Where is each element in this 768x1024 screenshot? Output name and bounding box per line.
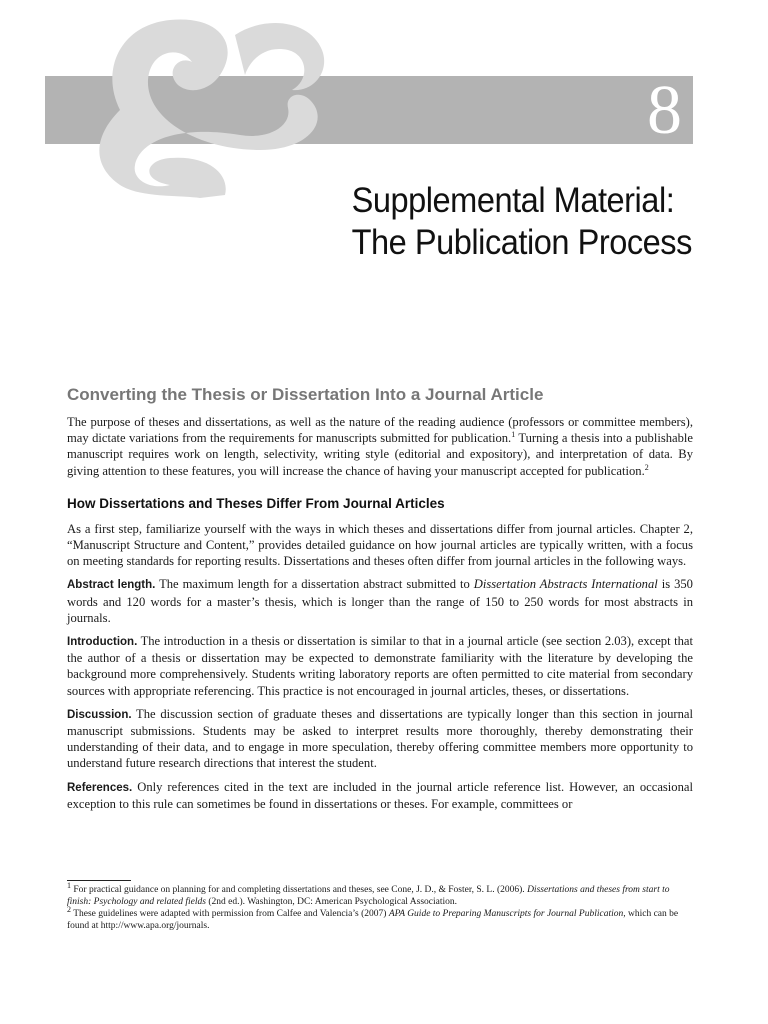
footnote-divider — [67, 880, 131, 881]
intro-text-part-1: The purpose of theses and dissertations, as well as the nature of the reading audience (professors or committee members), may dictate variations from the requirements for manuscripts submitted for publication. — [67, 415, 693, 446]
footnote-ref-1[interactable]: 1 — [511, 430, 516, 440]
footnote-1-italic-title: Dissertations and theses from start to finish: Psychology and related fields — [67, 885, 670, 907]
discussion-heading: Discussion. — [67, 708, 132, 721]
ampersand-swash-ornament-icon — [60, 0, 340, 200]
footnote-2-text-part-2: which can be found at http://www.apa.org/journals. — [67, 909, 679, 931]
footnote-2-text-part-1: These guidelines were adapted with permission from Calfee and Valencia’s (2007) — [71, 909, 389, 919]
intro-text-part-2: Turning a thesis into a publishable manuscript requires work on length, selectivity, writing style (editorial and expository), and interpretation of data. By giving attention to these features, you will increase the chance of having your manuscript accepted for publication. — [67, 431, 694, 478]
abstract-length-heading: Abstract length. — [67, 579, 156, 592]
chapter-number: 8 — [647, 72, 682, 149]
introduction-heading: Introduction. — [67, 636, 138, 649]
main-content — [67, 384, 693, 819]
chapter-title-line-2: The Publication Process — [351, 223, 692, 262]
discussion-text: The discussion section of graduate theses and dissertations are typically longer than this section in journal manuscript submissions. Students may be asked to interpret results more thoroughly, thereby demonstrating their understanding of their data, and to engage in more speculation, thereby offering committee members more opportunity to understand future research directions that interest the student. — [67, 706, 693, 771]
footnote-ref-2[interactable]: 2 — [644, 462, 649, 472]
subsection-intro-paragraph: As a first step, familiarize yourself with the ways in which theses and dissertations differ from journal articles. Chapter 2, “Manuscript Structure and Content,” provides detailed guidance on how journal articles are typically written, with a focus on meeting standards for reporting results. Dissertations and theses often differ from journal articles in the following ways. — [67, 521, 693, 569]
abstract-text-part-2: is 350 words and 120 words for a master’s thesis, which is longer than the range of 150 to 250 words for most abstracts in journals. — [67, 577, 693, 625]
introduction-text: The introduction in a thesis or dissertation is similar to that in a journal article (see section 2.03), except that the author of a thesis or dissertation may be expected to demonstrate familiarity with the literature by developing the background more comprehensively. Students writing laboratory reports are often permitted to cite material from secondary sources with appropriate referencing. This practice is not encouraged in journal articles, theses, or dissertations. — [67, 634, 693, 698]
footnote-1 — [67, 880, 693, 908]
references-paragraph — [67, 779, 693, 812]
footnote-1-text-part-1: For practical guidance on planning for and completing dissertations and theses, see Cone, J. D., & Foster, S. L. (2006). — [71, 885, 528, 895]
abstract-length-paragraph — [67, 576, 693, 626]
section-heading: Converting the Thesis or Dissertation Into a Journal Article — [67, 385, 544, 404]
references-heading: References. — [67, 781, 133, 794]
chapter-title-line-1: Supplemental Material: — [351, 181, 675, 220]
footnote-2-italic-title: APA Guide to Preparing Manuscripts for Journal Publication, — [388, 909, 626, 919]
introduction-paragraph — [67, 633, 693, 699]
footnotes — [67, 880, 693, 932]
references-text: Only references cited in the text are included in the journal article reference list. However, an occasional exception to this rule can sometimes be found in dissertations or theses. For example, committees or — [67, 779, 693, 811]
chapter-title — [352, 180, 692, 264]
footnote-1-text-part-2: (2nd ed.). Washington, DC: American Psychological Association. — [205, 897, 458, 907]
section-intro-paragraph — [67, 414, 693, 479]
abstract-italic-title: Dissertation Abstracts International — [473, 577, 658, 592]
abstract-text-part-1: The maximum length for a dissertation abstract submitted to — [155, 577, 474, 592]
discussion-paragraph — [67, 706, 693, 772]
footnote-2-mark: 2 — [67, 904, 71, 914]
footnote-1-mark: 1 — [67, 880, 71, 890]
subsection-heading: How Dissertations and Theses Differ From Journal Articles — [67, 495, 445, 511]
footnote-2 — [67, 904, 693, 932]
